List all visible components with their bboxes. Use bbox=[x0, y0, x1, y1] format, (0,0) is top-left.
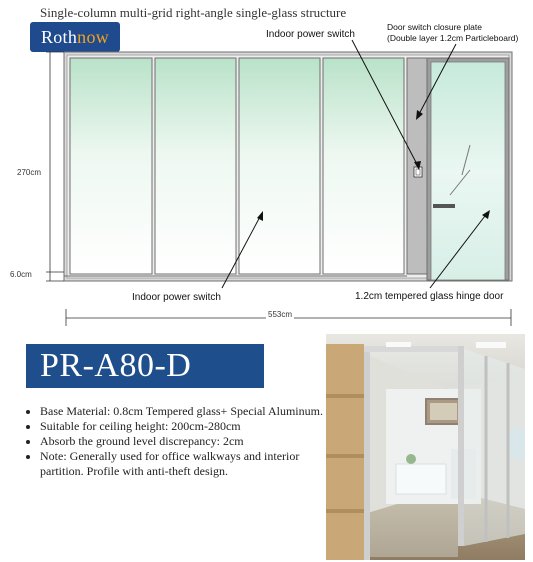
label-door-switch-plate-line1: Door switch closure plate bbox=[387, 22, 482, 32]
office-partition-photo bbox=[326, 334, 525, 560]
glass-panel-4 bbox=[323, 58, 404, 274]
label-indoor-power-switch-bottom: Indoor power switch bbox=[132, 292, 221, 303]
label-door-switch-plate-line2: (Double layer 1.2cm Particleboard) bbox=[387, 33, 519, 43]
glass-panel-1 bbox=[70, 58, 152, 274]
glass-panel-3 bbox=[239, 58, 320, 274]
spec-item: • Base Material: 0.8cm Tempered glass+ Special Aluminum. bbox=[40, 404, 340, 419]
page-title: Single-column multi-grid right-angle single-glass structure bbox=[40, 5, 347, 20]
spec-list bbox=[26, 404, 340, 479]
logo-text-part1: Roth bbox=[40, 26, 78, 47]
model-banner bbox=[26, 344, 264, 388]
glass-hinge-door bbox=[431, 62, 505, 280]
dimension-width: 553cm bbox=[268, 310, 293, 319]
spec-item: • Note: Generally used for office walkways and interior partition. Profile with anti-theft design. bbox=[40, 449, 340, 479]
glass-panel-2 bbox=[155, 58, 236, 274]
door-handle bbox=[433, 204, 455, 208]
spec-item: • Suitable for ceiling height: 200cm-280cm bbox=[40, 419, 340, 434]
label-hinge-door: 1.2cm tempered glass hinge door bbox=[355, 291, 504, 302]
spec-item: • Absorb the ground level discrepancy: 2cm bbox=[40, 434, 340, 449]
dimension-height: 270cm bbox=[17, 168, 42, 177]
model-name: PR-A80-D bbox=[40, 347, 192, 384]
logo-text-part2: now bbox=[77, 26, 110, 47]
label-indoor-power-switch-top: Indoor power switch bbox=[266, 29, 355, 40]
dimension-base: 6.0cm bbox=[10, 270, 32, 279]
